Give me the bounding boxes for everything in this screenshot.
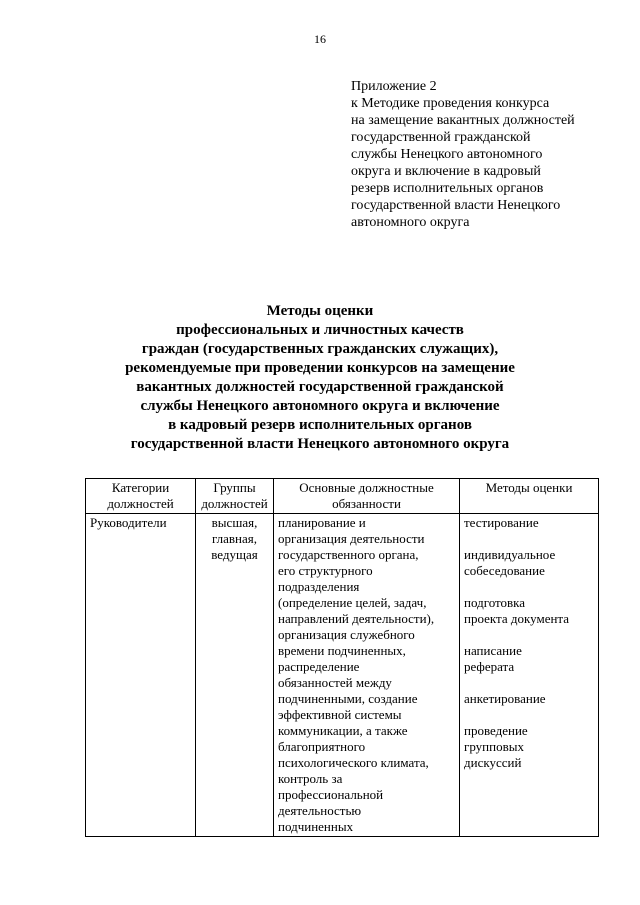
title-line: профессиональных и личностных качеств [176, 322, 464, 338]
method-item: анкетирование [464, 691, 546, 706]
appendix-line: автономного округа [351, 215, 470, 230]
appendix-line: Приложение 2 [351, 79, 437, 94]
title-line: рекомендуемые при проведении конкурсов на замещение [125, 360, 515, 376]
cell-category: Руководители [86, 514, 196, 837]
title-line: граждан (государственных гражданских служащих), [141, 341, 499, 357]
method-item: проведение групповых дискуссий [464, 723, 528, 770]
page-number: 16 [314, 32, 326, 46]
appendix-line: государственной гражданской [351, 130, 531, 145]
appendix-note [351, 78, 611, 231]
title-line: службы Ненецкого автономного округа и включение [140, 398, 500, 414]
method-item: написание реферата [464, 643, 522, 674]
cell-methods [460, 514, 599, 837]
cell-groups: высшая, главная, ведущая [196, 514, 274, 837]
methods-table [85, 478, 599, 837]
title-line: вакантных должностей государственной гражданской [136, 379, 504, 395]
method-item: подготовка проекта документа [464, 595, 570, 626]
table-header-row [86, 479, 599, 514]
table-row [86, 514, 599, 837]
header-categories: Категории должностей [86, 479, 196, 514]
appendix-line: на замещение вакантных должностей [351, 113, 575, 128]
appendix-line: округа и включение в кадровый [351, 164, 541, 179]
appendix-line: резерв исполнительных органов [351, 181, 544, 196]
appendix-line: службы Ненецкого автономного [351, 147, 543, 162]
title-line: государственной власти Ненецкого автономного округа [130, 436, 510, 452]
method-item: индивидуальное собеседование [464, 547, 556, 578]
header-duties: Основные должностные обязанности [274, 479, 460, 514]
document-title [0, 302, 640, 454]
title-line: в кадровый резерв исполнительных органов [168, 417, 472, 433]
appendix-line: к Методике проведения конкурса [351, 96, 550, 111]
header-groups: Группы должностей [196, 479, 274, 514]
method-item: тестирование [464, 515, 539, 530]
header-methods: Методы оценки [460, 479, 599, 514]
title-line: Методы оценки [266, 303, 374, 319]
cell-duties: планирование и организация деятельности государственного органа, его структурного подразделения (определение целей, задач, направлений деятельности), организация служебного времени подчиненных, распределение обязанностей между подчиненными, создание эффективной системы коммуникации, а также благоприятного психологического климата, контроль за профессиональной деятельностью подчиненных [274, 514, 460, 837]
appendix-line: государственной власти Ненецкого [351, 198, 561, 213]
